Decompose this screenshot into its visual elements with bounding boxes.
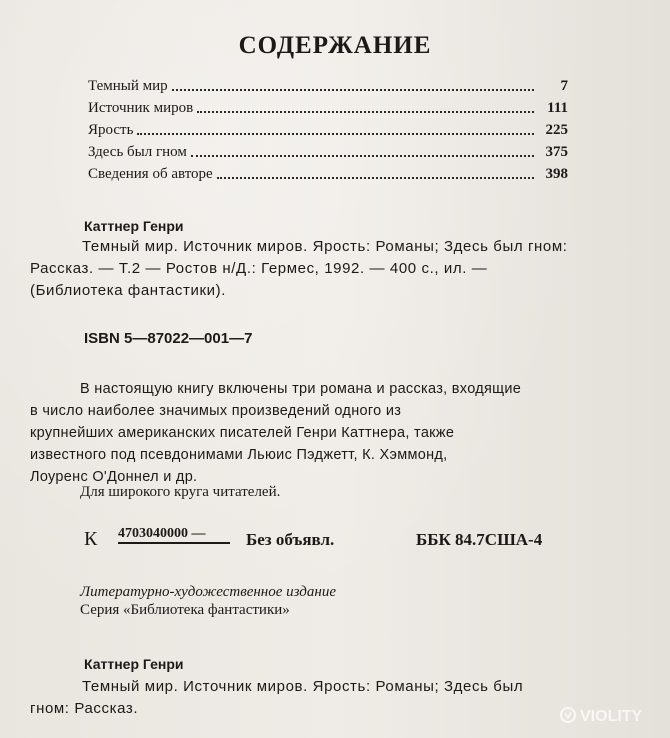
toc-entry-label: Ярость bbox=[88, 122, 134, 138]
bbk-code: ББК 84.7США-4 bbox=[416, 530, 543, 549]
bibliography-line: Темный мир. Источник миров. Ярость: Романы; Здесь был bbox=[82, 678, 524, 695]
isbn: ISBN 5—87022—001—7 bbox=[84, 330, 253, 347]
table-of-contents bbox=[88, 78, 568, 188]
toc-entry-page: 398 bbox=[545, 166, 568, 182]
audience-note: Для широкого круга читателей. bbox=[80, 484, 281, 500]
toc-entry bbox=[88, 144, 568, 166]
bibliography-author: Каттнер Генри bbox=[84, 218, 184, 234]
annotation-paragraph bbox=[30, 378, 638, 488]
bibliography-line: Темный мир. Источник миров. Ярость: Романы; Здесь был гном: bbox=[82, 238, 568, 255]
annotation-line: крупнейших американских писателей Генри Каттнера, также bbox=[30, 425, 455, 441]
toc-entry-label: Здесь был гном bbox=[88, 144, 187, 160]
k-index-code: 4703040000 — bbox=[118, 526, 206, 541]
bibliography-description bbox=[30, 236, 640, 302]
toc-entry-label: Сведения об авторе bbox=[88, 166, 213, 182]
watermark-text: VIOLITY bbox=[580, 708, 643, 725]
bibliography-line: (Библиотека фантастики). bbox=[30, 282, 226, 299]
k-index-rule bbox=[118, 542, 230, 544]
annotation-line: в число наиболее значимых произведений одного из bbox=[30, 403, 402, 419]
edition-type: Литературно-художественное издание bbox=[80, 584, 336, 600]
annotation-line: Лоуренс О'Доннел и др. bbox=[30, 469, 198, 485]
toc-entry bbox=[88, 166, 568, 188]
bibliography-description-2 bbox=[30, 676, 650, 720]
k-index-letter: К bbox=[84, 528, 98, 550]
toc-entry-label: Источник миров bbox=[88, 100, 194, 116]
annotation-line: В настоящую книгу включены три романа и рассказ, входящие bbox=[80, 381, 522, 397]
toc-entry-page: 7 bbox=[560, 78, 568, 94]
toc-entry bbox=[88, 122, 568, 144]
toc-entry-label: Темный мир bbox=[88, 78, 168, 94]
toc-dot-leader bbox=[217, 166, 534, 179]
bibliography-author-2: Каттнер Генри bbox=[84, 656, 184, 672]
toc-entry-page: 225 bbox=[545, 122, 568, 138]
bibliography-line: Рассказ. — Т.2 — Ростов н/Д.: Гермес, 1992. — 400 с., ил. — bbox=[30, 260, 488, 277]
toc-entry-page: 111 bbox=[547, 100, 568, 116]
series-name: Серия «Библиотека фантастики» bbox=[80, 602, 290, 618]
price-note: Без объявл. bbox=[246, 530, 335, 549]
bibliography-line: гном: Рассказ. bbox=[30, 700, 139, 717]
contents-title: СОДЕРЖАНИЕ bbox=[238, 32, 432, 59]
toc-entry bbox=[88, 78, 568, 100]
toc-entry bbox=[88, 100, 568, 122]
toc-dot-leader bbox=[191, 144, 534, 157]
violity-watermark bbox=[560, 700, 660, 730]
toc-dot-leader bbox=[137, 122, 534, 135]
toc-dot-leader bbox=[172, 78, 534, 91]
annotation-line: известного под псевдонимами Льюис Пэджетт, К. Хэммонд, bbox=[30, 447, 448, 463]
toc-entry-page: 375 bbox=[545, 144, 568, 160]
toc-dot-leader bbox=[197, 100, 534, 113]
